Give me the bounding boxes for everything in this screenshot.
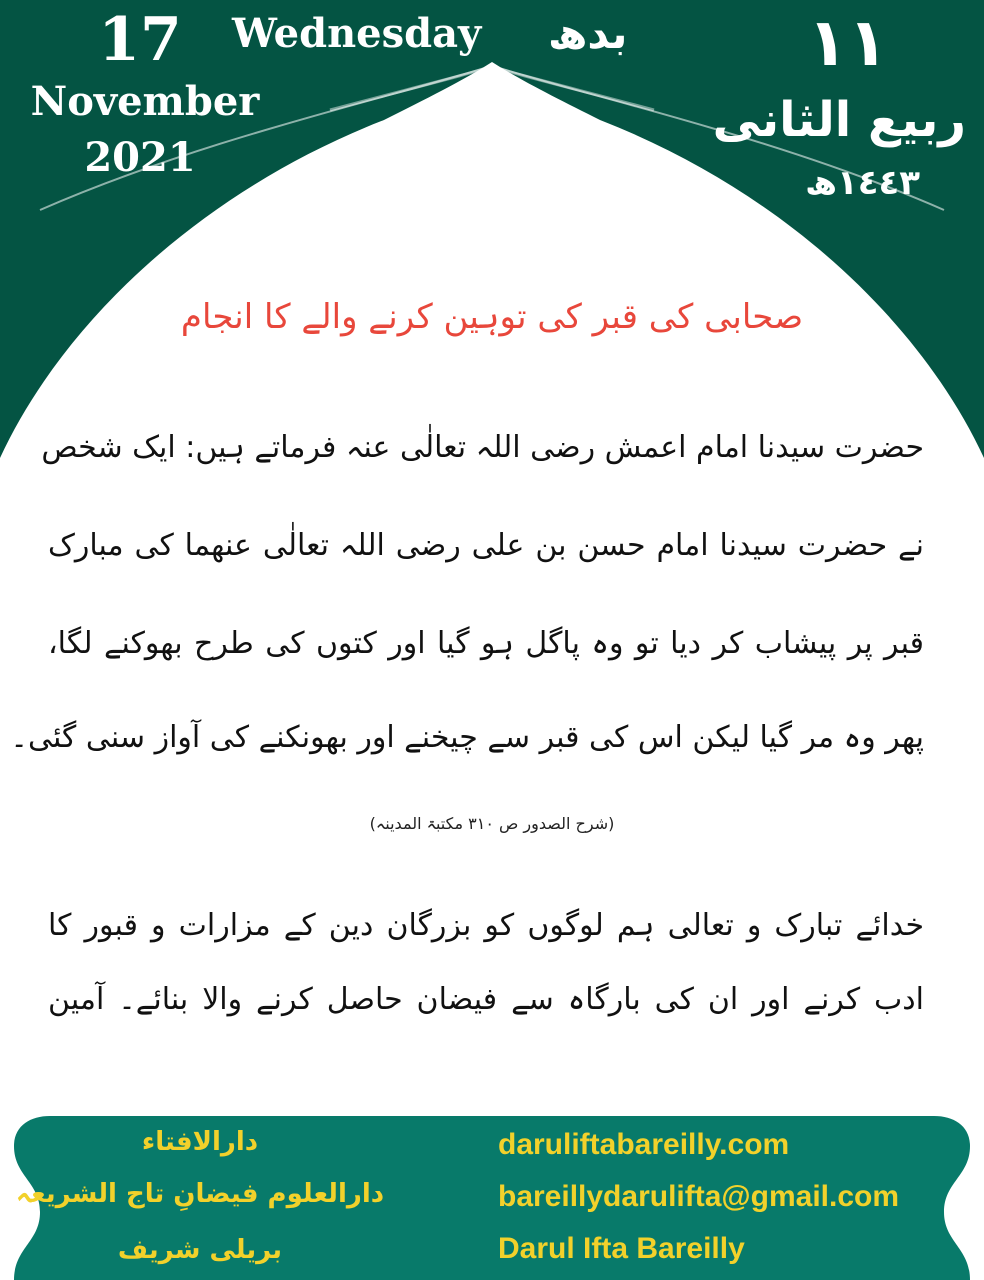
article-title: صحابی کی قبر کی توہین کرنے والے کا انجام: [180, 297, 804, 337]
date-month: November: [30, 78, 260, 125]
footer-urdu-line-1: دارالافتاء: [141, 1127, 259, 1157]
hijri-month: ربیع الثانی: [712, 92, 966, 148]
footer-email-link[interactable]: bareillydarulifta@gmail.com: [498, 1180, 900, 1213]
footer-name: Darul Ifta Bareilly: [498, 1232, 745, 1265]
prayer-line-1: خدائے تبارک و تعالی ہم لوگوں کو بزرگان دین کے مزارات و قبور کا: [48, 908, 924, 943]
article-line-3: قبر پر پیشاب کر دیا تو وہ پاگل ہو گیا اور کتوں کی طرح بھوکنے لگا،: [48, 626, 924, 661]
footer-website-link[interactable]: daruliftabareilly.com: [498, 1128, 790, 1161]
date-day: 17: [98, 5, 182, 75]
date-year: 2021: [84, 134, 196, 181]
weekday-urdu: بدھ: [548, 9, 628, 58]
article-line-4: پھر وہ مر گیا لیکن اس کی قبر سے چیخنے اور بھونکنے کی آواز سنی گئی۔: [10, 720, 924, 755]
weekday: Wednesday: [232, 10, 482, 57]
footer-urdu-line-3: بریلی شریف: [117, 1235, 283, 1265]
hijri-year: ١٤٤٣ھ: [805, 163, 920, 203]
footer-urdu-line-2: دارالعلوم فیضانِ تاج الشریعہ: [15, 1179, 385, 1209]
reference-citation: (شرح الصدور ص ٣١٠ مکتبۃ المدینہ): [369, 814, 615, 833]
hijri-day: ١١: [807, 4, 888, 81]
article-line-1: حضرت سیدنا امام اعمش رضی اللہ تعالٰی عنہ فرماتے ہیں: ایک شخص: [41, 430, 924, 465]
prayer-line-2: ادب کرنے اور ان کی بارگاہ سے فیضان حاصل کرنے والا بنائے۔ آمین: [48, 982, 924, 1017]
article-line-2: نے حضرت سیدنا امام حسن بن علی رضی اللہ تعالٰی عنھما کی مبارک: [48, 528, 924, 563]
